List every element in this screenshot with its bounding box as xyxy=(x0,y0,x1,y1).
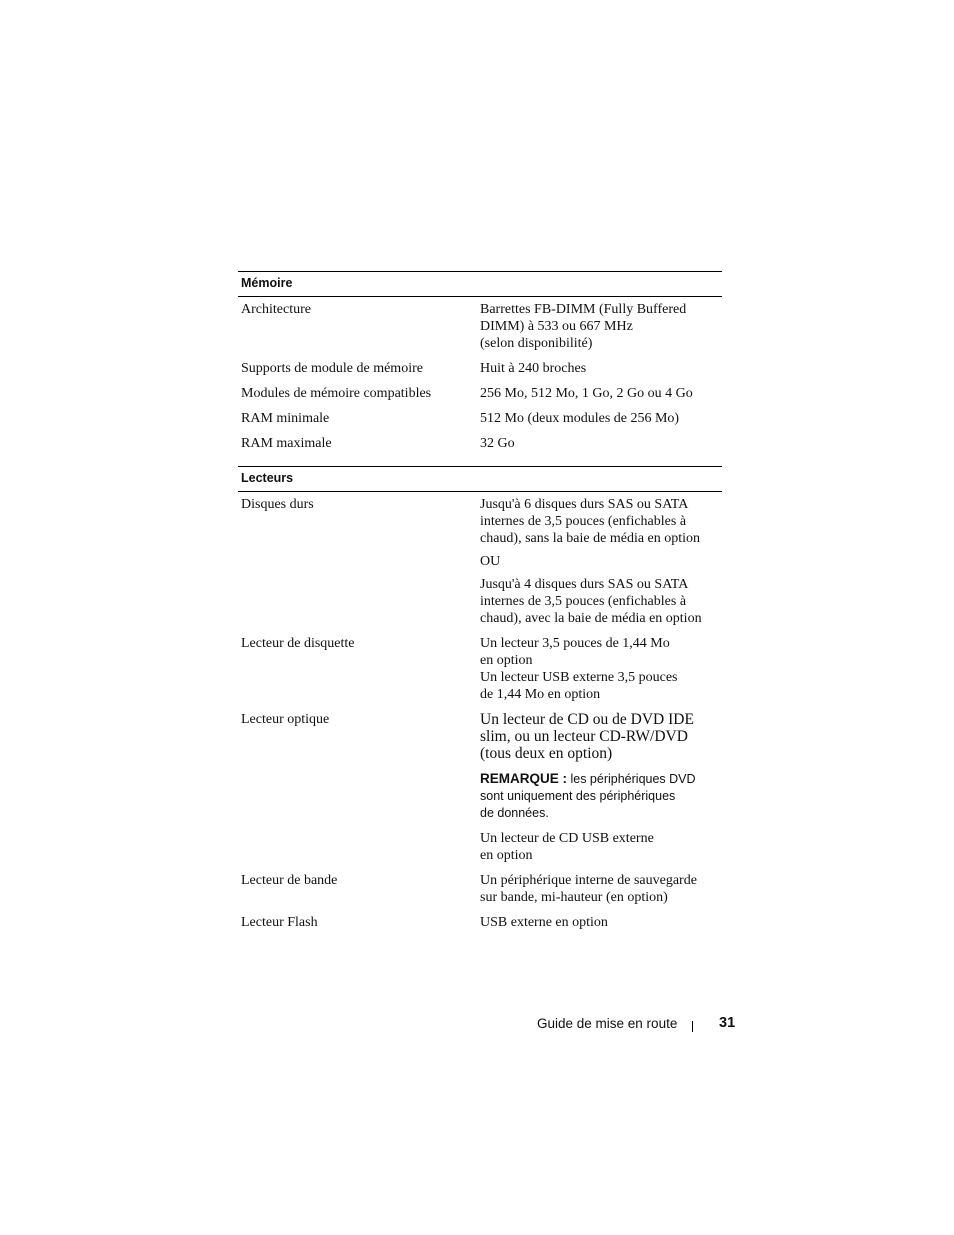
spec-row xyxy=(238,872,722,914)
spec-table xyxy=(238,271,722,945)
section-title: Lecteurs xyxy=(238,467,722,492)
spec-label: Lecteur Flash xyxy=(241,915,318,930)
spec-value: 256 Mo, 512 Mo, 1 Go, 2 Go ou 4 Go xyxy=(480,386,693,401)
spec-row xyxy=(238,410,722,435)
spec-value: Jusqu'à 6 disques durs SAS ou SATA internes de 3,5 pouces (enfichables à chaud), sans la baie de média en option xyxy=(480,497,701,546)
spec-label: Supports de module de mémoire xyxy=(241,361,423,376)
spec-label: Lecteur optique xyxy=(241,712,330,727)
page-number: 31 xyxy=(719,1015,736,1031)
spec-row xyxy=(238,914,722,939)
note xyxy=(480,770,722,822)
spec-label: RAM maximale xyxy=(241,436,332,451)
spec-row xyxy=(238,711,722,872)
spec-label: RAM minimale xyxy=(241,411,330,426)
section-memoire xyxy=(238,271,722,466)
spec-row xyxy=(238,301,722,360)
spec-label: Modules de mémoire compatibles xyxy=(241,386,432,401)
spec-value: Huit à 240 broches xyxy=(480,361,587,376)
spec-value: Jusqu'à 4 disques durs SAS ou SATA internes de 3,5 pouces (enfichables à chaud), avec la baie de média en option xyxy=(480,577,702,626)
spec-row xyxy=(238,385,722,410)
spec-row xyxy=(238,435,722,460)
footer-title: Guide de mise en route xyxy=(537,1016,678,1031)
spec-value: OU xyxy=(480,554,501,569)
section-lecteurs xyxy=(238,466,722,945)
spec-value: 32 Go xyxy=(480,436,515,451)
spec-value: USB externe en option xyxy=(480,915,608,930)
spec-label: Disques durs xyxy=(241,497,314,512)
spec-value: Barrettes FB-DIMM (Fully Buffered DIMM) à 533 ou 667 MHz (selon disponibilité) xyxy=(480,302,687,351)
spec-row xyxy=(238,496,722,635)
section-title: Mémoire xyxy=(238,272,722,297)
spec-value: Un lecteur 3,5 pouces de 1,44 Mo en option Un lecteur USB externe 3,5 pouces de 1,44 Mo en option xyxy=(480,636,678,702)
spec-value: Un périphérique interne de sauvegarde sur bande, mi-hauteur (en option) xyxy=(480,873,697,905)
spec-value: 512 Mo (deux modules de 256 Mo) xyxy=(480,411,680,426)
spec-row xyxy=(238,360,722,385)
spec-label: Architecture xyxy=(241,302,311,317)
footer-separator xyxy=(692,1021,693,1032)
note-label: REMARQUE : xyxy=(480,771,567,786)
spec-value: Un lecteur de CD USB externe en option xyxy=(480,831,654,863)
spec-value: Un lecteur de CD ou de DVD IDE slim, ou un lecteur CD-RW/DVD (tous deux en option) xyxy=(480,711,694,762)
spec-label: Lecteur de bande xyxy=(241,873,338,888)
spec-label: Lecteur de disquette xyxy=(241,636,355,651)
spec-row xyxy=(238,635,722,711)
note-text: les périphériques DVD sont uniquement des périphériques de données. xyxy=(480,772,696,820)
